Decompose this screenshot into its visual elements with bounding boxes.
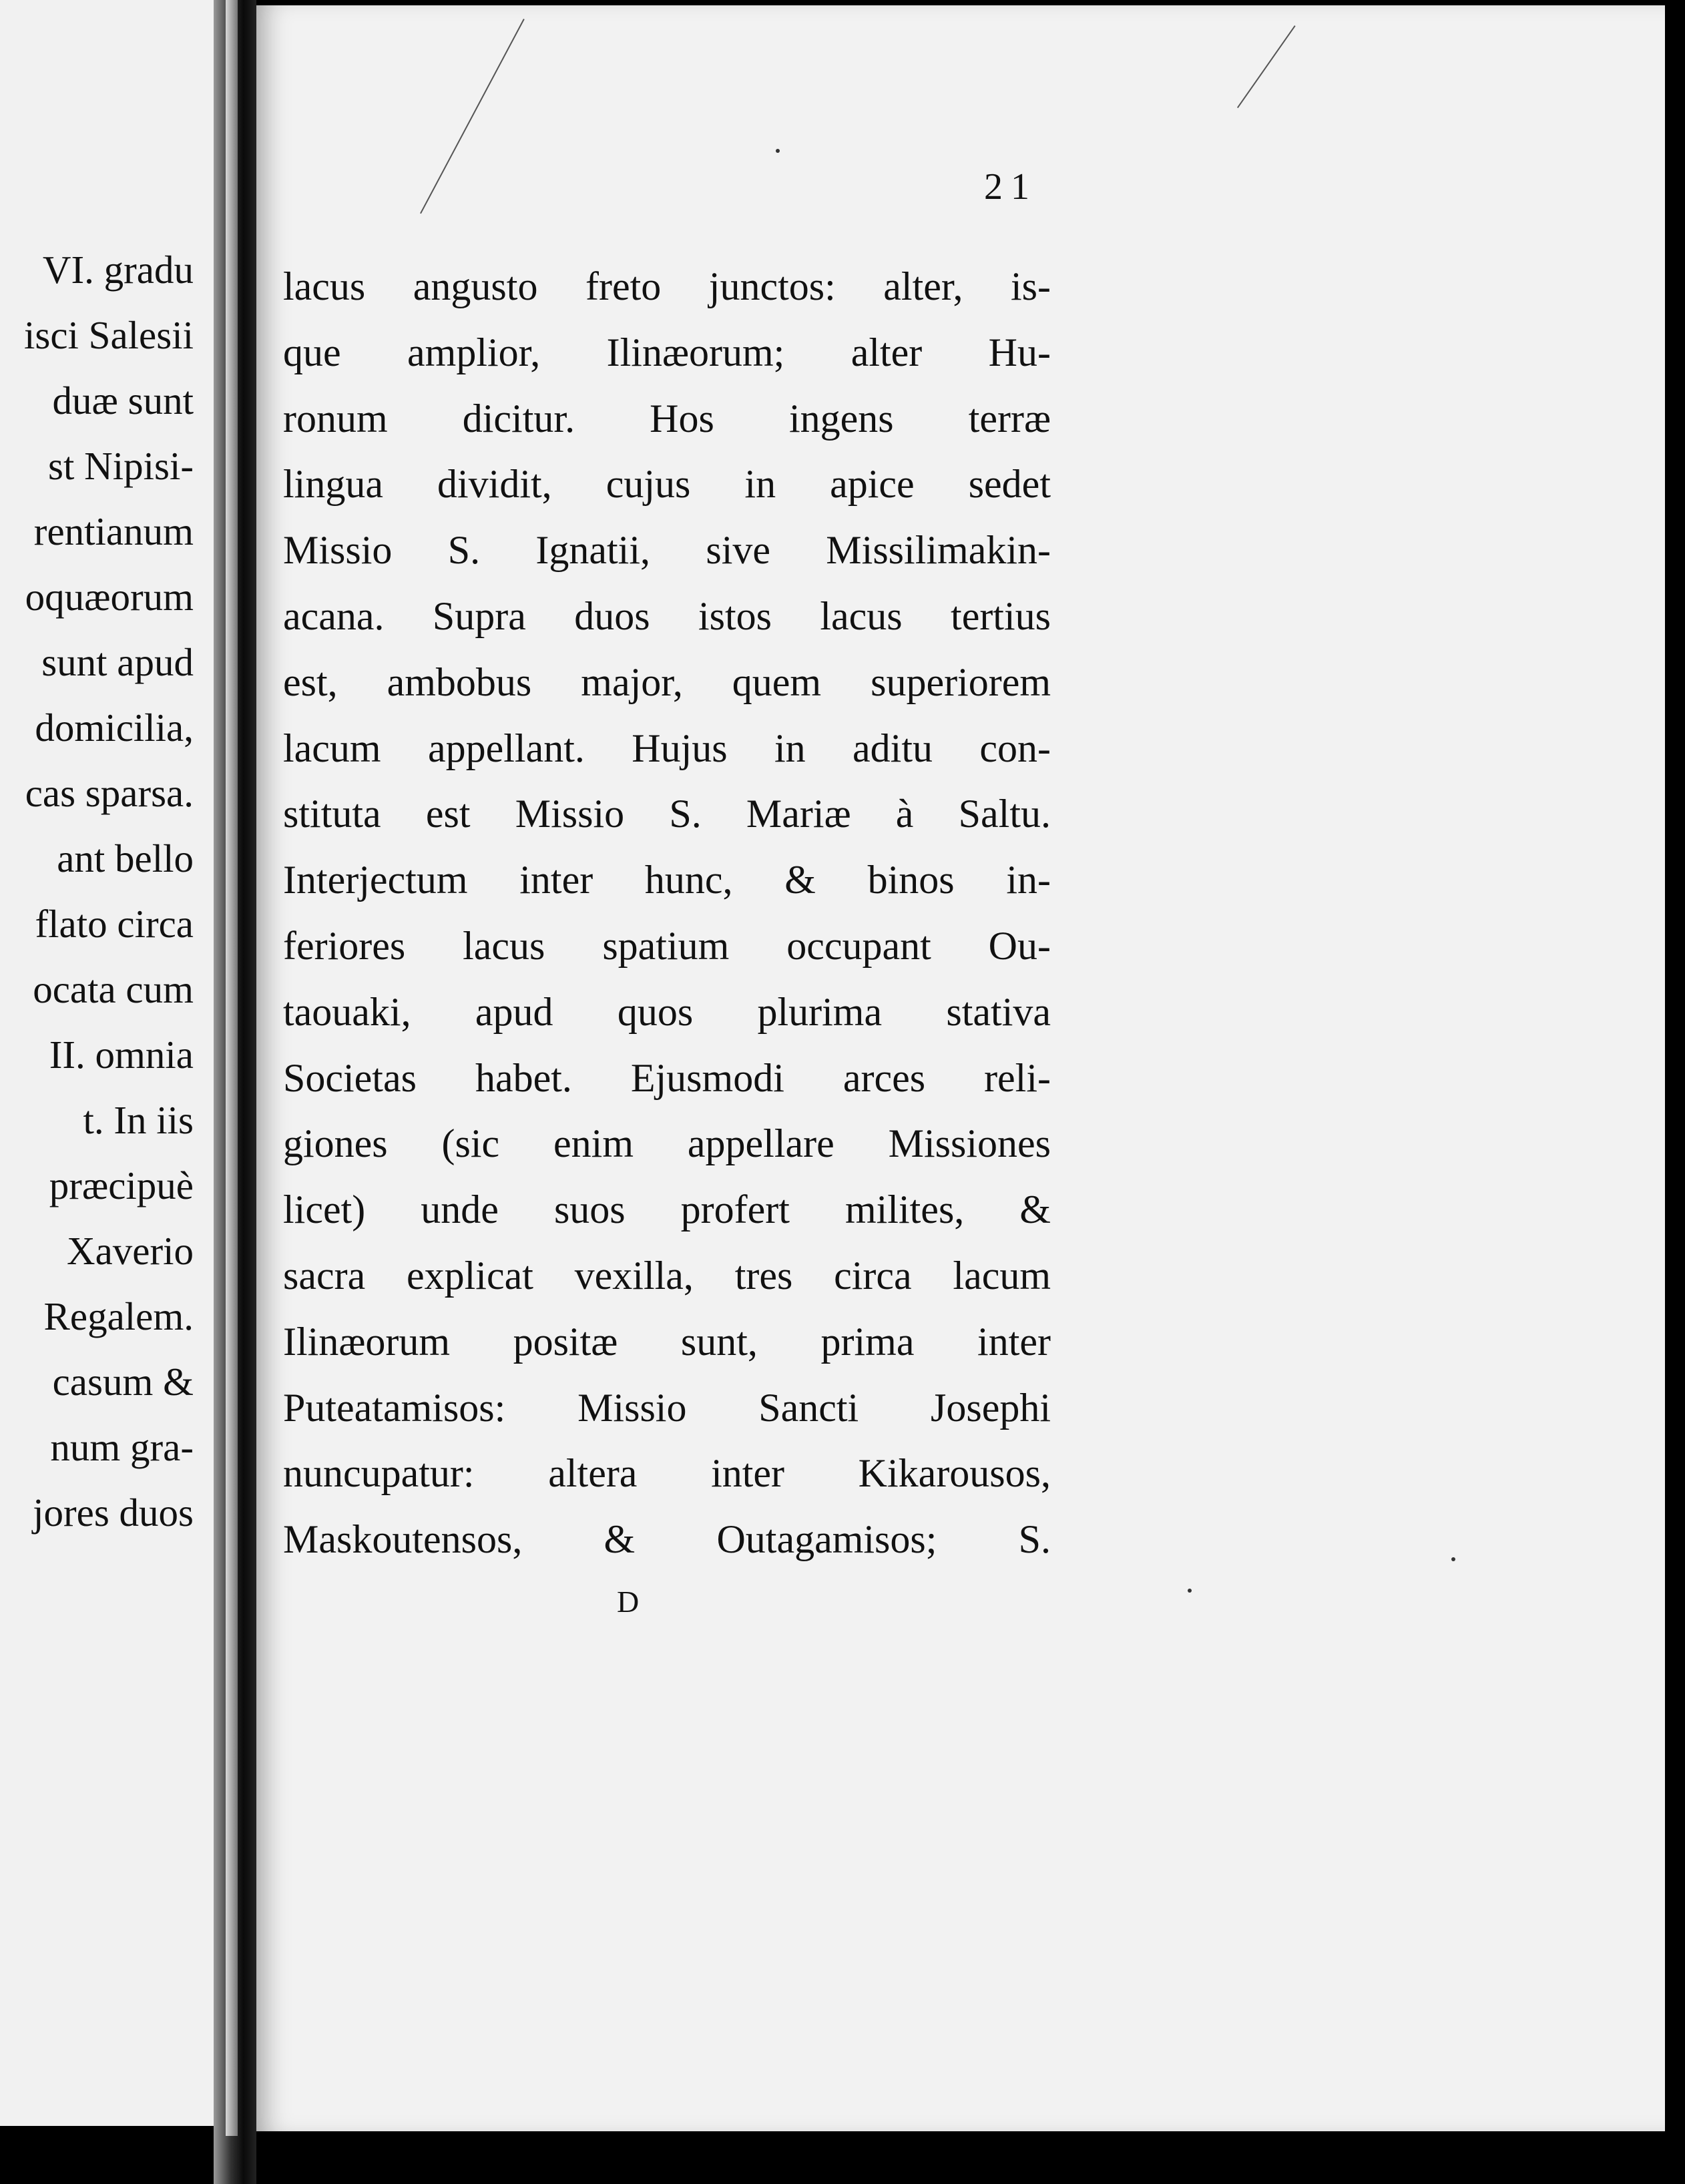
- text-line: VI. gradu: [42, 248, 194, 292]
- text-line: lacum appellant. Hujus in aditu con-: [283, 726, 1051, 770]
- text-line: ant bello: [57, 836, 194, 880]
- text-line: lingua dividit, cujus in apice sedet: [283, 462, 1051, 507]
- text-line: isci Salesii: [23, 313, 194, 357]
- text-line: duæ sunt: [52, 378, 194, 423]
- scan-speck: [1188, 1589, 1192, 1593]
- scan-speck: [1451, 1557, 1455, 1561]
- text-line: casum &: [52, 1360, 194, 1404]
- text-line: que amplior, Ilinæorum; alter Hu-: [283, 330, 1051, 374]
- text-line: sacra explicat vexilla, tres circa lacum: [283, 1253, 1051, 1298]
- text-line: præcipuè: [49, 1163, 194, 1207]
- text-line: Maskoutensos, & Outagamisos; S.: [283, 1517, 1051, 1562]
- text-line: flato circa: [35, 902, 194, 946]
- text-line: jores duos: [33, 1490, 194, 1535]
- left-page-edge: [226, 0, 238, 2136]
- text-line: ocata cum: [33, 967, 194, 1011]
- text-line: Missio S. Ignatii, sive Missilimakin-: [283, 528, 1051, 573]
- text-line: feriores lacus spatium occupant Ou-: [283, 923, 1051, 968]
- text-line: Xaverio: [66, 1229, 194, 1273]
- text-line: lacus angusto freto junctos: alter, is-: [283, 264, 1051, 308]
- scan-speck: [776, 149, 780, 153]
- text-line: acana. Supra duos istos lacus tertius: [283, 593, 1051, 638]
- text-line: cas sparsa.: [25, 771, 194, 815]
- text-line: ronum dicitur. Hos ingens terræ: [283, 396, 1051, 441]
- scan-scratch: [420, 19, 525, 214]
- signature-mark: D: [617, 1585, 640, 1619]
- page-number: 21: [984, 166, 1037, 208]
- text-line: oquæorum: [25, 575, 194, 619]
- text-line: Puteatamisos: Missio Sancti Josephi: [283, 1385, 1051, 1430]
- text-line: st Nipisi-: [48, 444, 194, 488]
- text-line: stituta est Missio S. Mariæ à Saltu.: [283, 792, 1051, 836]
- text-line: nuncupatur: altera inter Kikarousos,: [283, 1451, 1051, 1496]
- text-line: Societas habet. Ejusmodi arces reli-: [283, 1055, 1051, 1100]
- text-line: domicilia,: [35, 706, 194, 750]
- text-line: II. omnia: [49, 1033, 194, 1077]
- left-page-fragment: [0, 0, 214, 2126]
- text-line: giones (sic enim appellare Missiones: [283, 1121, 1051, 1166]
- right-page: [256, 5, 1665, 2131]
- text-line: licet) unde suos profert milites, &: [283, 1187, 1051, 1232]
- text-line: Interjectum inter hunc, & binos in-: [283, 858, 1051, 902]
- text-line: num gra-: [50, 1425, 194, 1469]
- text-line: est, ambobus major, quem superiorem: [283, 659, 1051, 704]
- text-line: t. In iis: [83, 1098, 194, 1142]
- text-line: rentianum: [33, 509, 194, 553]
- page-body-text: [283, 254, 1051, 1573]
- text-line: taouaki, apud quos plurima stativa: [283, 989, 1051, 1034]
- text-line: Regalem.: [43, 1294, 194, 1338]
- left-page-text: [24, 237, 194, 1545]
- scan-scratch: [1237, 25, 1296, 108]
- page-bottom-edge: [256, 2131, 1685, 2184]
- text-line: sunt apud: [41, 640, 194, 684]
- text-line: Ilinæorum positæ sunt, prima inter: [283, 1319, 1051, 1364]
